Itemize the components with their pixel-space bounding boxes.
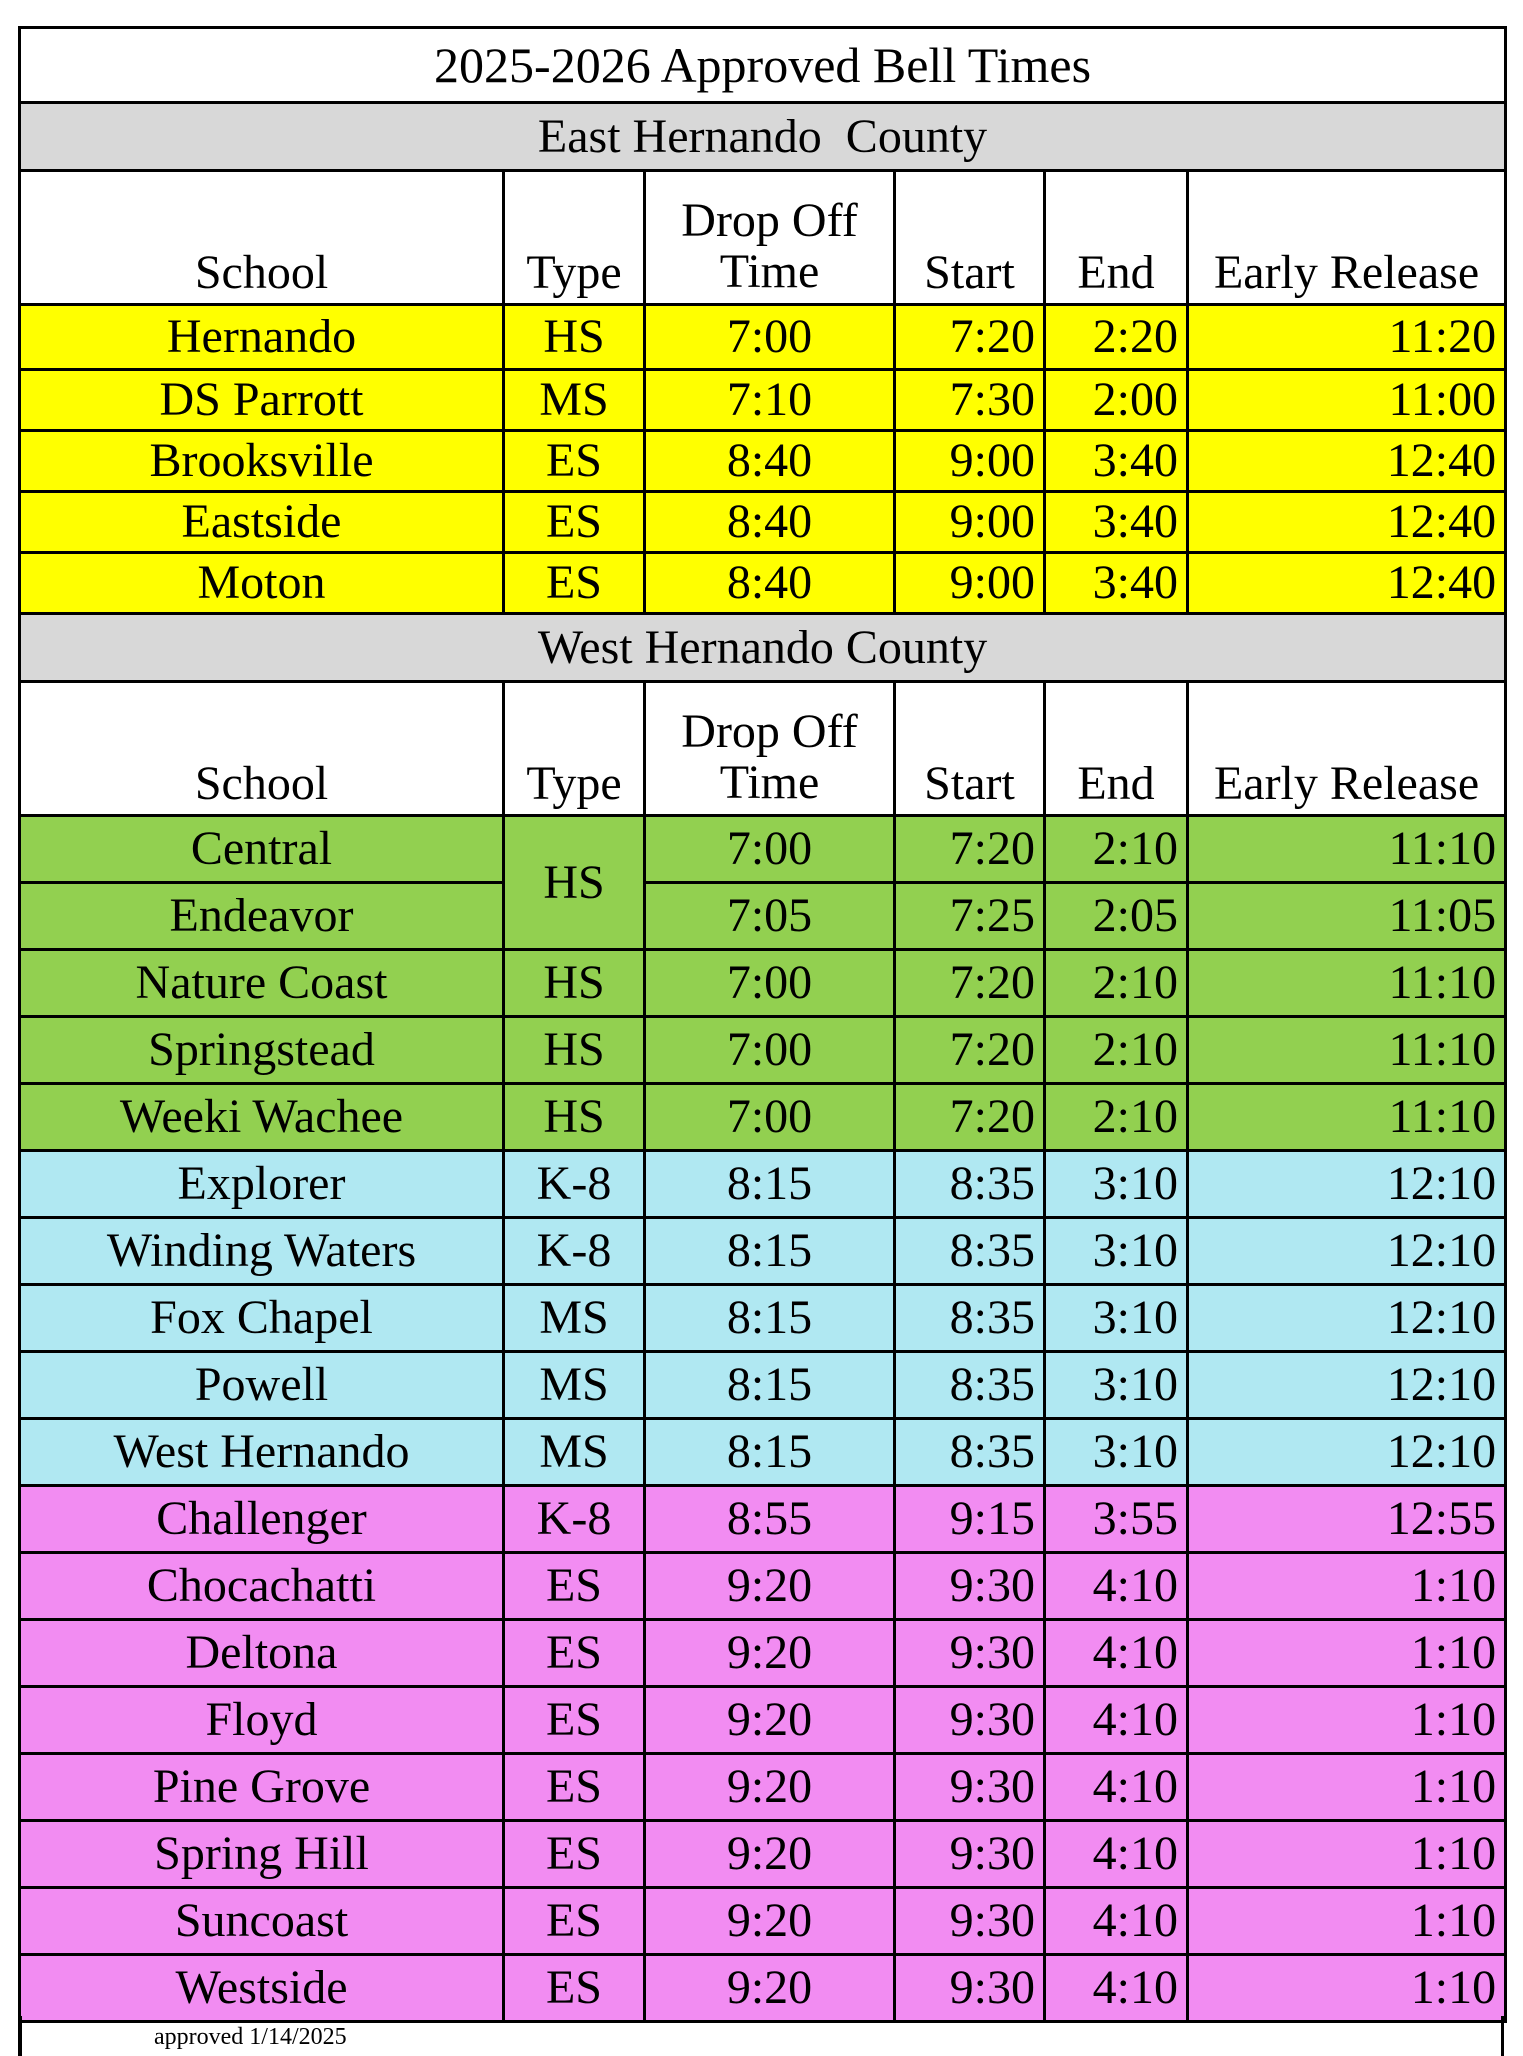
early-release-time: 12:40	[1188, 492, 1506, 553]
early-release-time: 11:20	[1188, 305, 1506, 370]
region-title-west: West Hernando County	[20, 614, 1506, 682]
dropoff-time: 8:15	[645, 1352, 895, 1419]
dropoff-time: 8:40	[645, 492, 895, 553]
school-type: HS	[504, 305, 645, 370]
end-time: 2:00	[1045, 370, 1188, 431]
school-name: Winding Waters	[20, 1218, 504, 1285]
early-release-time: 12:10	[1188, 1352, 1506, 1419]
early-release-time: 12:40	[1188, 431, 1506, 492]
school-type: ES	[504, 431, 645, 492]
school-name: Suncoast	[20, 1888, 504, 1955]
column-header-row-east	[20, 171, 1506, 305]
early-release-time: 1:10	[1188, 1687, 1506, 1754]
end-time: 3:40	[1045, 492, 1188, 553]
dropoff-time: 9:20	[645, 1754, 895, 1821]
end-time: 4:10	[1045, 1754, 1188, 1821]
start-time: 9:00	[895, 492, 1045, 553]
school-type: K-8	[504, 1218, 645, 1285]
header-school: School	[20, 171, 504, 305]
school-type-merged: HS	[504, 816, 645, 950]
header-early-release: Early Release	[1188, 171, 1506, 305]
school-name: Endeavor	[20, 883, 504, 950]
start-time: 9:00	[895, 431, 1045, 492]
table-row	[20, 1754, 1506, 1821]
start-time: 9:00	[895, 553, 1045, 614]
start-time: 9:30	[895, 1754, 1045, 1821]
school-name: West Hernando	[20, 1419, 504, 1486]
table-row	[20, 431, 1506, 492]
school-name: Hernando	[20, 305, 504, 370]
early-release-time: 12:55	[1188, 1486, 1506, 1553]
start-time: 7:20	[895, 1017, 1045, 1084]
school-type: ES	[504, 553, 645, 614]
school-name: Nature Coast	[20, 950, 504, 1017]
dropoff-time: 9:20	[645, 1620, 895, 1687]
table-row	[20, 1084, 1506, 1151]
region-row-west	[20, 614, 1506, 682]
table-row	[20, 1620, 1506, 1687]
table-row	[20, 1955, 1506, 2022]
end-time: 4:10	[1045, 1620, 1188, 1687]
end-time: 3:10	[1045, 1218, 1188, 1285]
header-dropoff	[645, 682, 895, 816]
end-time: 4:10	[1045, 1687, 1188, 1754]
header-dropoff	[645, 171, 895, 305]
early-release-time: 11:10	[1188, 816, 1506, 883]
title-row	[20, 28, 1506, 103]
start-time: 7:20	[895, 1084, 1045, 1151]
early-release-time: 11:00	[1188, 370, 1506, 431]
early-release-time: 1:10	[1188, 1888, 1506, 1955]
end-time: 2:20	[1045, 305, 1188, 370]
end-time: 3:10	[1045, 1352, 1188, 1419]
header-school: School	[20, 682, 504, 816]
early-release-time: 12:10	[1188, 1419, 1506, 1486]
dropoff-time: 9:20	[645, 1821, 895, 1888]
end-time: 2:10	[1045, 950, 1188, 1017]
early-release-time: 12:10	[1188, 1218, 1506, 1285]
header-dropoff-line2: Time	[719, 755, 820, 809]
school-name: DS Parrott	[20, 370, 504, 431]
dropoff-time: 8:40	[645, 553, 895, 614]
dropoff-time: 7:00	[645, 950, 895, 1017]
start-time: 8:35	[895, 1151, 1045, 1218]
start-time: 9:30	[895, 1821, 1045, 1888]
school-type: MS	[504, 370, 645, 431]
school-name: Springstead	[20, 1017, 504, 1084]
start-time: 7:25	[895, 883, 1045, 950]
dropoff-time: 9:20	[645, 1553, 895, 1620]
table-row	[20, 553, 1506, 614]
school-name: Central	[20, 816, 504, 883]
school-type: K-8	[504, 1486, 645, 1553]
early-release-time: 11:05	[1188, 883, 1506, 950]
school-type: K-8	[504, 1151, 645, 1218]
end-time: 4:10	[1045, 1553, 1188, 1620]
school-type: ES	[504, 492, 645, 553]
early-release-time: 1:10	[1188, 1821, 1506, 1888]
table-row	[20, 305, 1506, 370]
end-time: 4:10	[1045, 1888, 1188, 1955]
school-type: ES	[504, 1821, 645, 1888]
early-release-time: 11:10	[1188, 950, 1506, 1017]
school-name: Chocachatti	[20, 1553, 504, 1620]
school-type: HS	[504, 950, 645, 1017]
dropoff-time: 8:15	[645, 1218, 895, 1285]
end-time: 3:10	[1045, 1285, 1188, 1352]
dropoff-time: 7:00	[645, 305, 895, 370]
region-row-east	[20, 103, 1506, 171]
dropoff-time: 9:20	[645, 1687, 895, 1754]
table-row	[20, 1285, 1506, 1352]
table-row	[20, 883, 1506, 950]
school-name: Westside	[20, 1955, 504, 2022]
start-time: 8:35	[895, 1419, 1045, 1486]
dropoff-time: 8:15	[645, 1151, 895, 1218]
start-time: 7:20	[895, 950, 1045, 1017]
school-name: Challenger	[20, 1486, 504, 1553]
start-time: 9:15	[895, 1486, 1045, 1553]
dropoff-time: 9:20	[645, 1888, 895, 1955]
early-release-time: 11:10	[1188, 1084, 1506, 1151]
end-time: 3:10	[1045, 1419, 1188, 1486]
bell-times-table	[18, 26, 1507, 2023]
dropoff-time: 7:00	[645, 1017, 895, 1084]
footer	[18, 2016, 1504, 2056]
school-type: MS	[504, 1419, 645, 1486]
header-dropoff-line1: Drop Off	[681, 194, 858, 248]
end-time: 2:10	[1045, 1084, 1188, 1151]
school-type: ES	[504, 1955, 645, 2022]
end-time: 4:10	[1045, 1955, 1188, 2022]
header-dropoff-line2: Time	[719, 244, 820, 298]
table-row	[20, 1821, 1506, 1888]
early-release-time: 1:10	[1188, 1553, 1506, 1620]
school-name: Powell	[20, 1352, 504, 1419]
early-release-time: 12:40	[1188, 553, 1506, 614]
bell-times-sheet	[18, 26, 1504, 2050]
header-start: Start	[895, 682, 1045, 816]
dropoff-time: 7:00	[645, 1084, 895, 1151]
dropoff-time: 7:05	[645, 883, 895, 950]
school-type: ES	[504, 1888, 645, 1955]
dropoff-time: 8:15	[645, 1285, 895, 1352]
table-row	[20, 1218, 1506, 1285]
header-end: End	[1045, 682, 1188, 816]
early-release-time: 1:10	[1188, 1620, 1506, 1687]
dropoff-time: 8:15	[645, 1419, 895, 1486]
table-row	[20, 1553, 1506, 1620]
school-name: Eastside	[20, 492, 504, 553]
school-type: HS	[504, 1084, 645, 1151]
start-time: 9:30	[895, 1687, 1045, 1754]
start-time: 9:30	[895, 1620, 1045, 1687]
early-release-time: 12:10	[1188, 1151, 1506, 1218]
header-type: Type	[504, 171, 645, 305]
early-release-time: 11:10	[1188, 1017, 1506, 1084]
table-row	[20, 1419, 1506, 1486]
school-type: MS	[504, 1285, 645, 1352]
header-type: Type	[504, 682, 645, 816]
school-name: Weeki Wachee	[20, 1084, 504, 1151]
start-time: 8:35	[895, 1285, 1045, 1352]
table-row	[20, 370, 1506, 431]
start-time: 7:30	[895, 370, 1045, 431]
school-name: Spring Hill	[20, 1821, 504, 1888]
table-row	[20, 950, 1506, 1017]
page-title: 2025-2026 Approved Bell Times	[20, 28, 1506, 103]
school-name: Fox Chapel	[20, 1285, 504, 1352]
start-time: 9:30	[895, 1955, 1045, 2022]
school-type: ES	[504, 1553, 645, 1620]
dropoff-time: 8:55	[645, 1486, 895, 1553]
table-row	[20, 1017, 1506, 1084]
dropoff-time: 9:20	[645, 1955, 895, 2022]
school-name: Explorer	[20, 1151, 504, 1218]
header-end: End	[1045, 171, 1188, 305]
school-type: ES	[504, 1687, 645, 1754]
end-time: 3:40	[1045, 431, 1188, 492]
start-time: 7:20	[895, 816, 1045, 883]
approval-note: approved 1/14/2025	[154, 2024, 347, 2050]
header-start: Start	[895, 171, 1045, 305]
table-row	[20, 1888, 1506, 1955]
dropoff-time: 7:10	[645, 370, 895, 431]
end-time: 3:40	[1045, 553, 1188, 614]
school-name: Moton	[20, 553, 504, 614]
early-release-time: 1:10	[1188, 1754, 1506, 1821]
school-name: Deltona	[20, 1620, 504, 1687]
school-type: MS	[504, 1352, 645, 1419]
school-type: ES	[504, 1620, 645, 1687]
start-time: 8:35	[895, 1218, 1045, 1285]
table-row	[20, 1486, 1506, 1553]
header-early-release: Early Release	[1188, 682, 1506, 816]
table-row	[20, 492, 1506, 553]
end-time: 2:10	[1045, 816, 1188, 883]
start-time: 8:35	[895, 1352, 1045, 1419]
end-time: 2:10	[1045, 1017, 1188, 1084]
start-time: 9:30	[895, 1888, 1045, 1955]
dropoff-time: 7:00	[645, 816, 895, 883]
school-type: HS	[504, 1017, 645, 1084]
table-row	[20, 1687, 1506, 1754]
table-row	[20, 816, 1506, 883]
start-time: 9:30	[895, 1553, 1045, 1620]
end-time: 3:55	[1045, 1486, 1188, 1553]
early-release-time: 12:10	[1188, 1285, 1506, 1352]
school-type: ES	[504, 1754, 645, 1821]
table-row	[20, 1151, 1506, 1218]
start-time: 7:20	[895, 305, 1045, 370]
region-title-east: East Hernando County	[20, 103, 1506, 171]
school-name: Floyd	[20, 1687, 504, 1754]
column-header-row-west	[20, 682, 1506, 816]
table-row	[20, 1352, 1506, 1419]
early-release-time: 1:10	[1188, 1955, 1506, 2022]
header-dropoff-line1: Drop Off	[681, 705, 858, 759]
dropoff-time: 8:40	[645, 431, 895, 492]
end-time: 4:10	[1045, 1821, 1188, 1888]
school-name: Brooksville	[20, 431, 504, 492]
school-name: Pine Grove	[20, 1754, 504, 1821]
end-time: 2:05	[1045, 883, 1188, 950]
end-time: 3:10	[1045, 1151, 1188, 1218]
